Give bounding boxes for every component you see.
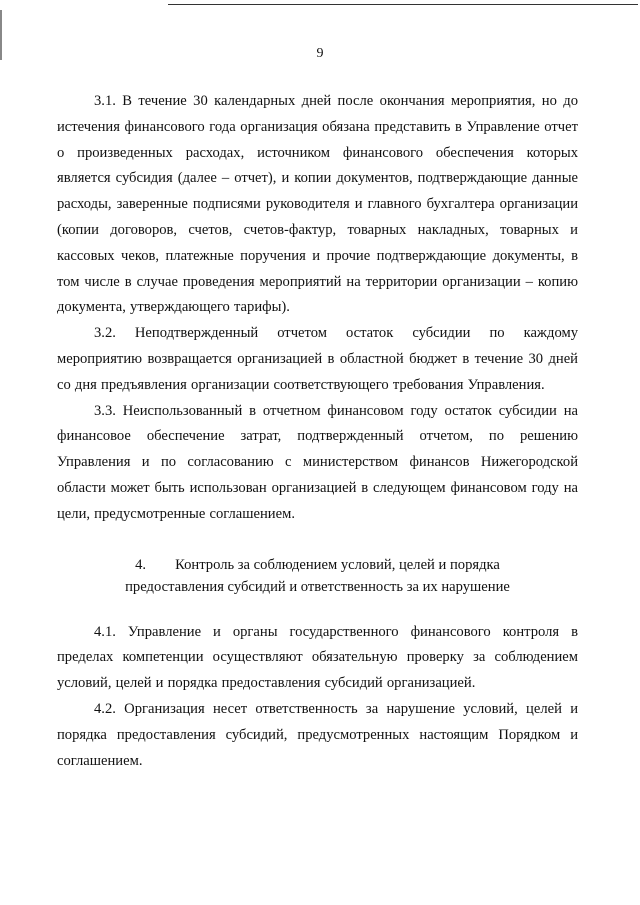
paragraph-4-1: 4.1. Управление и органы государственного финансового контроля в пределах компетенции осуществляют обязательную проверку за соблюдением условий, целей и порядка предоставления субсидий организацией. [57, 623, 578, 692]
page-number: 9 [316, 46, 324, 61]
paragraph-3-3: 3.3. Неиспользованный в отчетном финансовом году остаток субсидии на финансовое обеспечение затрат, подтвержденный отчетом, по решению Управления и по согласованию с министерством финансов Нижегородской области может быть использован организацией в следующем финансовом году на цели, предусмотренные соглашением. [57, 402, 578, 522]
section-4-heading [57, 554, 578, 598]
document-body [57, 89, 578, 774]
paragraph-3-1: 3.1. В течение 30 календарных дней после окончания мероприятия, но до истечения финансового года организация обязана представить в Управление отчет о произведенных расходах, источником финансового обеспечения которых является субсидия (далее – отчет), и копии документов, подтверждающие данные расходы, заверенные подписями руководителя и главного бухгалтера организации (копии договоров, счетов, счетов-фактур, товарных накладных, товарных и кассовых чеков, платежные поручения и прочие подтверждающие документы, в том числе в случае проведения мероприятий на территории организации – копию документа, утверждающего тарифы). [57, 93, 578, 316]
paragraph-4-2: 4.2. Организация несет ответственность за нарушение условий, целей и порядка предоставления субсидий, предусмотренных настоящим Порядком и соглашением. [57, 700, 578, 769]
section-4-heading-line1 [57, 554, 578, 576]
section-4-title-line1: Контроль за соблюдением условий, целей и порядка [175, 556, 500, 573]
section-4-number: 4. [135, 556, 147, 573]
section-4-title-line2: предоставления субсидий и ответственность за их нарушение [125, 578, 510, 595]
paragraph-3-2: 3.2. Неподтвержденный отчетом остаток субсидии по каждому мероприятию возвращается организацией в областной бюджет в течение 30 дней со дня предъявления организации соответствующего требования Управления. [57, 325, 578, 393]
top-border-line [168, 4, 638, 5]
